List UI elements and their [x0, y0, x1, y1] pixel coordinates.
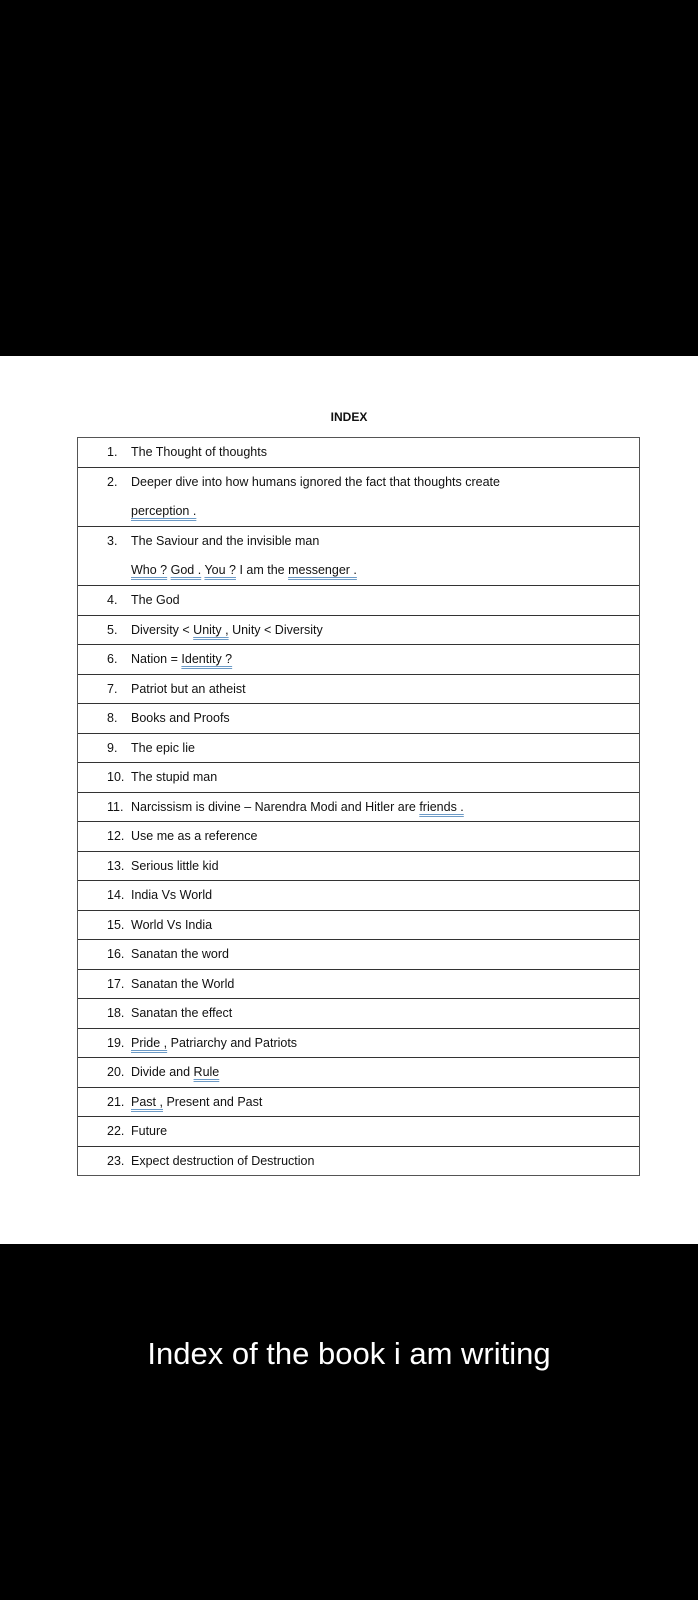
index-row [78, 644, 639, 674]
item-title-line [131, 763, 217, 791]
item-title-line [131, 468, 500, 496]
item-number: 6. [107, 652, 118, 666]
item-text: Expect destruction of Destruction [131, 1153, 315, 1168]
spellcheck-underlined-text: messenger . [288, 563, 357, 577]
item-title-line [131, 734, 195, 762]
item-text: Nation = [131, 652, 182, 666]
index-row [78, 438, 639, 467]
index-row [78, 998, 639, 1028]
item-text: The epic lie [131, 740, 195, 755]
item-number: 20. [107, 1065, 125, 1079]
item-number: 14. [107, 888, 125, 902]
item-text: Books and Proofs [131, 711, 230, 725]
item-number: 21. [107, 1094, 125, 1109]
index-row [78, 733, 639, 763]
index-row [78, 1087, 639, 1117]
item-number: 10. [107, 770, 125, 784]
item-title-line [131, 852, 219, 880]
index-row [78, 1057, 639, 1087]
item-title-line [131, 1117, 167, 1145]
item-text: Patriarchy and Patriots [167, 1035, 298, 1050]
index-row [78, 615, 639, 645]
index-row [78, 467, 639, 526]
item-text: The God [131, 593, 180, 607]
item-number: 15. [107, 917, 125, 932]
index-row [78, 880, 639, 910]
item-text: Sanatan the word [131, 947, 229, 961]
index-row [78, 674, 639, 704]
index-row [78, 910, 639, 940]
item-text: India Vs World [131, 888, 213, 902]
item-text: Divide and [131, 1065, 194, 1079]
spellcheck-underlined-text: perception . [131, 504, 197, 518]
item-title-line [131, 1058, 219, 1086]
item-text: Serious little kid [131, 858, 219, 873]
item-text: The stupid man [131, 770, 218, 784]
index-row [78, 703, 639, 733]
item-text: Sanatan the World [131, 976, 235, 991]
index-row [78, 969, 639, 999]
item-title-line [131, 645, 232, 673]
item-number: 12. [107, 829, 125, 843]
item-title-line [131, 556, 357, 584]
index-row [78, 851, 639, 881]
item-number: 4. [107, 593, 118, 607]
item-text: World Vs India [131, 917, 213, 932]
item-number: 11. [107, 799, 124, 814]
spellcheck-underlined-text: Pride , [131, 1035, 168, 1050]
index-row [78, 526, 639, 585]
index-title: INDEX [330, 410, 368, 424]
item-title-line [131, 822, 257, 850]
spellcheck-underlined-text: friends . [419, 799, 464, 814]
item-text: Deeper dive into how humans ignored the fact that thoughts create [131, 475, 500, 489]
item-title-line [131, 970, 234, 998]
spellcheck-underlined-text: Rule [193, 1065, 220, 1079]
item-text: The Thought of thoughts [131, 445, 267, 459]
item-title-line [131, 675, 246, 703]
item-number: 3. [107, 534, 118, 548]
item-text: Patriot but an atheist [131, 681, 246, 696]
item-title-line [131, 586, 180, 614]
item-title-line [131, 793, 464, 821]
spellcheck-underlined-text: Unity , [193, 622, 229, 637]
item-text: Diversity < [131, 622, 194, 637]
item-number: 9. [107, 740, 118, 755]
item-number: 8. [107, 711, 118, 725]
index-row [78, 585, 639, 615]
item-title-line [131, 940, 229, 968]
item-number: 2. [107, 475, 118, 489]
item-title-line [131, 1147, 314, 1175]
item-number: 23. [107, 1153, 125, 1168]
spellcheck-underlined-text: God . [170, 563, 202, 577]
item-number: 17. [107, 976, 125, 991]
item-title-line [131, 704, 230, 732]
item-title-line [131, 1029, 297, 1057]
index-row [78, 792, 639, 822]
item-title-line [131, 881, 212, 909]
index-row [78, 762, 639, 792]
item-text: The Saviour and the invisible man [131, 534, 320, 548]
item-title-line [131, 1088, 262, 1116]
index-row [78, 1146, 639, 1176]
item-title-line [131, 527, 319, 555]
item-number: 1. [107, 445, 118, 459]
post-caption: Index of the book i am writing [147, 1336, 551, 1371]
item-text: Sanatan the effect [131, 1006, 233, 1020]
item-number: 7. [107, 681, 118, 696]
item-number: 19. [107, 1035, 125, 1050]
item-title-line [131, 911, 212, 939]
spellcheck-underlined-text: Past , [131, 1094, 163, 1109]
spellcheck-underlined-text: Identity ? [181, 652, 233, 666]
item-number: 13. [107, 858, 125, 873]
item-text: Unity < Diversity [228, 622, 323, 637]
item-number: 22. [107, 1124, 125, 1138]
item-text: Narcissism is divine – Narendra Modi and Hitler are [131, 799, 420, 814]
item-text: Present and Past [162, 1094, 263, 1109]
index-row [78, 1116, 639, 1146]
item-title-line [131, 616, 323, 644]
spellcheck-underlined-text: Who ? [131, 563, 168, 577]
document-page [0, 356, 698, 1244]
index-row [78, 939, 639, 969]
item-text: Use me as a reference [131, 829, 258, 843]
index-table [77, 437, 640, 1176]
index-row [78, 821, 639, 851]
item-number: 16. [107, 947, 125, 961]
item-text: Future [131, 1124, 168, 1138]
item-title-line [131, 999, 232, 1027]
item-title-line [131, 438, 267, 466]
item-number: 18. [107, 1006, 125, 1020]
item-text: I am the [235, 563, 289, 577]
index-row [78, 1028, 639, 1058]
item-title-line [131, 497, 196, 525]
spellcheck-underlined-text: You ? [204, 563, 236, 577]
item-number: 5. [107, 622, 118, 637]
